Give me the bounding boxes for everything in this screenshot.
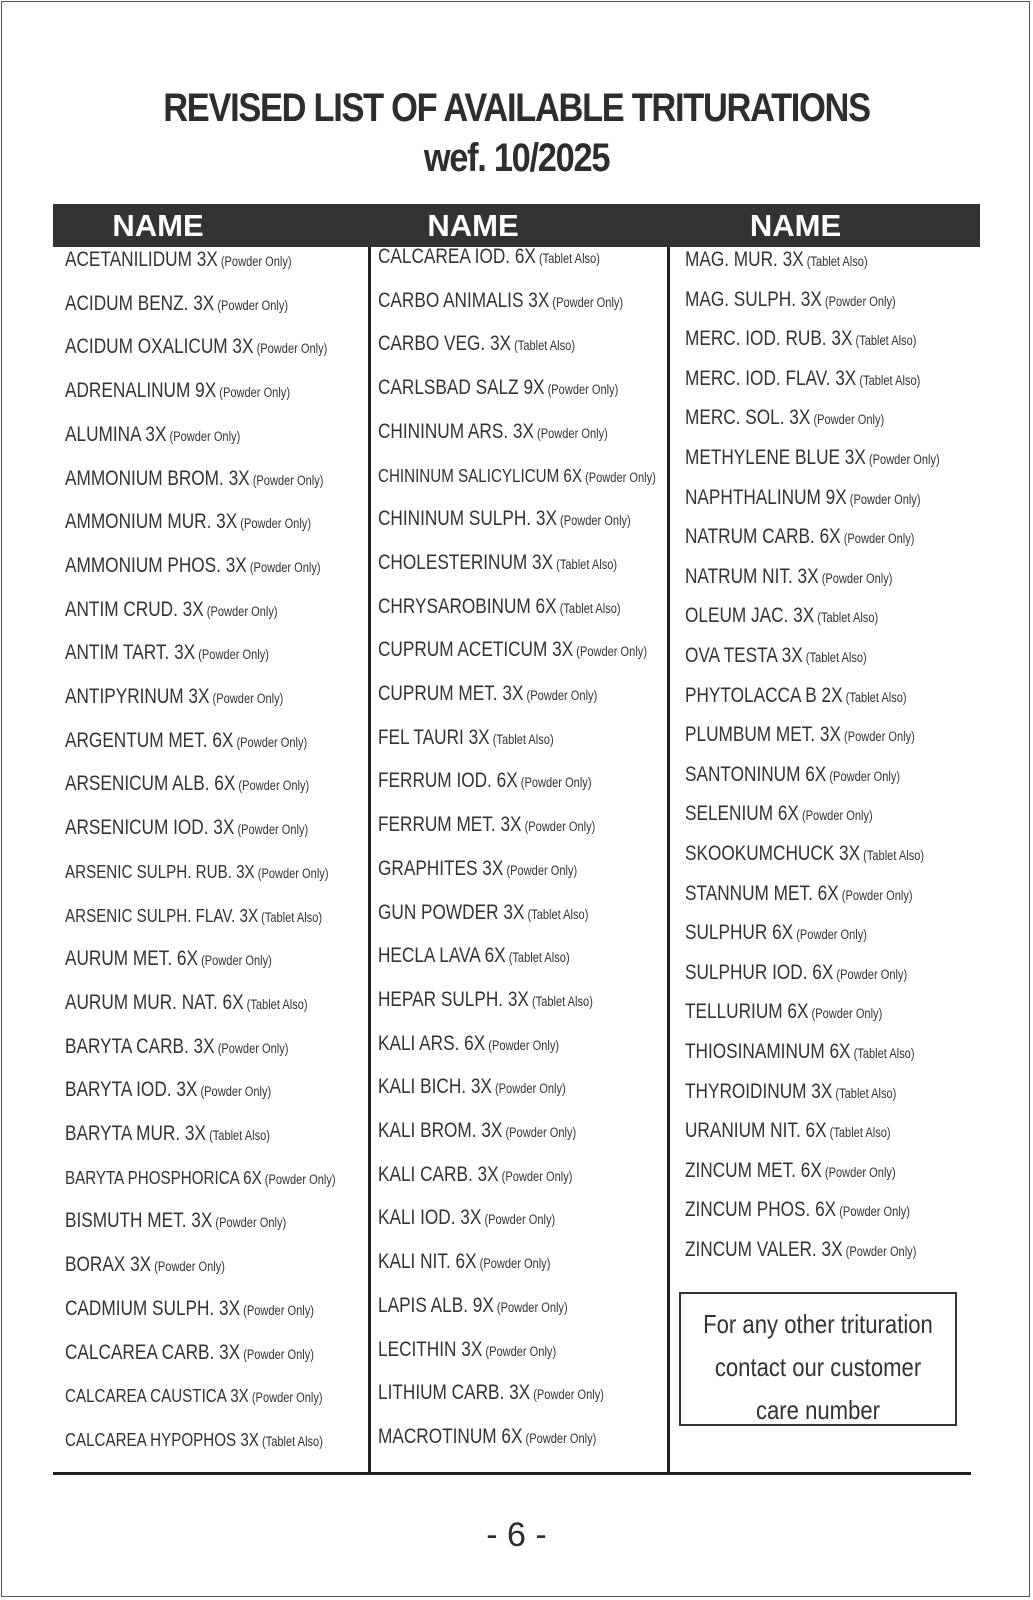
item-name: MAG. SULPH. 3X <box>685 287 822 311</box>
item-note: (Tablet Also) <box>505 950 570 966</box>
item-name: CHOLESTERINUM 3X <box>378 550 554 574</box>
item-note: (Powder Only) <box>195 647 269 663</box>
item-name: BORAX 3X <box>65 1253 152 1277</box>
item-name: CALCAREA IOD. 6X <box>378 245 536 268</box>
item-name: BARYTA CARB. 3X <box>65 1034 215 1058</box>
item-name: ARGENTUM MET. 6X <box>65 728 234 752</box>
list-item <box>685 997 882 1027</box>
list-item <box>378 548 617 578</box>
list-item <box>685 879 913 909</box>
item-name: SKOOKUMCHUCK 3X <box>685 842 861 865</box>
item-note: (Tablet Also) <box>258 1433 323 1449</box>
list-item <box>685 601 878 631</box>
list-item <box>685 1156 896 1186</box>
item-name: OVA TESTA 3X <box>685 644 803 667</box>
list-item <box>685 918 867 948</box>
item-name: TELLURIUM 6X <box>685 1000 809 1024</box>
item-name: CALCAREA CARB. 3X <box>65 1340 241 1364</box>
item-name: CUPRUM ACETICUM 3X <box>378 638 574 662</box>
item-note: (Powder Only) <box>233 734 308 750</box>
item-note: (Powder Only) <box>248 1390 323 1406</box>
item-name: CALCAREA HYPOPHOS 3X <box>65 1428 259 1450</box>
item-note: (Powder Only) <box>842 1244 917 1259</box>
item-name: NATRUM CARB. 6X <box>685 525 841 549</box>
item-note: (Powder Only) <box>240 1346 314 1362</box>
column-header-1: NAME <box>112 208 204 243</box>
list-item <box>65 464 323 494</box>
list-item <box>685 1037 915 1067</box>
list-item <box>378 417 608 447</box>
item-note: (Powder Only) <box>197 953 272 969</box>
list-item <box>65 1338 314 1368</box>
item-note: (Powder Only) <box>216 385 291 401</box>
list-item <box>685 1235 916 1265</box>
list-item <box>378 1378 604 1408</box>
item-note: (Tablet Also) <box>489 731 554 747</box>
item-note: (Powder Only) <box>836 1204 911 1220</box>
item-name: PLUMBUM MET. 3X <box>685 723 841 747</box>
item-name: ACIDUM OXALICUM 3X <box>65 335 254 359</box>
contact-line-2: contact our customer <box>714 1352 922 1382</box>
item-name: CARBO ANIMALIS 3X <box>378 288 550 312</box>
list-item <box>65 289 288 319</box>
item-name: SELENIUM 6X <box>685 802 799 826</box>
item-name: CHININUM SALICYLICUM 6X <box>378 464 582 486</box>
item-note: (Tablet Also) <box>856 372 921 388</box>
item-note: (Tablet Also) <box>511 338 576 354</box>
item-note: (Powder Only) <box>533 425 608 441</box>
list-item <box>378 1247 550 1277</box>
item-note: (Powder Only) <box>840 729 915 745</box>
item-name: MAG. MUR. 3X <box>685 248 804 271</box>
item-name: SANTONINUM 6X <box>685 762 827 786</box>
list-item <box>378 242 600 272</box>
list-item <box>65 1163 336 1193</box>
item-note: (Powder Only) <box>235 778 310 794</box>
list-item <box>378 810 595 840</box>
item-name: FERRUM MET. 3X <box>378 813 522 837</box>
item-note: (Powder Only) <box>581 469 656 485</box>
item-name: SULPHUR IOD. 6X <box>685 960 834 984</box>
page-subtitle: wef. 10/2025 <box>423 136 610 180</box>
item-name: ALUMINA 3X <box>65 422 167 446</box>
column-divider-2 <box>667 247 670 1474</box>
list-item <box>378 286 623 316</box>
item-note: (Powder Only) <box>833 966 908 982</box>
item-note: (Powder Only) <box>808 1006 883 1022</box>
list-item <box>378 941 570 971</box>
item-name: MACROTINUM 6X <box>378 1424 523 1448</box>
list-item <box>378 679 597 709</box>
item-note: (Tablet Also) <box>553 556 618 572</box>
item-note: (Tablet Also) <box>860 848 925 863</box>
item-name: THYROIDINUM 3X <box>685 1079 833 1103</box>
list-item <box>65 944 272 974</box>
list-item <box>65 551 321 581</box>
item-name: MERC. IOD. RUB. 3X <box>685 327 853 351</box>
column-divider-1 <box>368 247 371 1474</box>
item-note: (Tablet Also) <box>842 689 907 705</box>
item-note: (Powder Only) <box>503 862 578 878</box>
list-item <box>685 681 907 711</box>
list-item <box>378 985 593 1015</box>
item-note: (Tablet Also) <box>832 1085 897 1101</box>
item-name: FERRUM IOD. 6X <box>378 769 518 793</box>
item-name: FEL TAURI 3X <box>378 725 490 749</box>
item-name: CADMIUM SULPH. 3X <box>65 1296 241 1320</box>
list-item <box>685 245 868 275</box>
list-item <box>685 958 907 988</box>
list-item <box>378 723 554 753</box>
item-name: ADRENALINUM 9X <box>65 379 217 403</box>
list-item <box>685 799 873 829</box>
item-name: URANIUM NIT. 6X <box>685 1119 827 1143</box>
item-name: ANTIM CRUD. 3X <box>65 597 204 621</box>
item-note: (Powder Only) <box>261 1171 336 1187</box>
table-header <box>53 204 980 247</box>
list-item <box>378 898 588 928</box>
item-note: (Powder Only) <box>246 559 321 575</box>
list-item <box>65 507 311 537</box>
list-item <box>378 1072 566 1102</box>
item-note: (Powder Only) <box>214 297 289 313</box>
list-item <box>65 682 283 712</box>
item-note: (Powder Only) <box>203 603 278 619</box>
list-item <box>685 839 924 869</box>
item-note: (Tablet Also) <box>556 600 621 616</box>
list-item <box>378 592 621 622</box>
item-name: KALI CARB. 3X <box>378 1162 499 1186</box>
item-note: (Tablet Also) <box>803 254 868 269</box>
list-item <box>65 245 292 275</box>
item-note: (Powder Only) <box>498 1168 573 1184</box>
item-note: (Tablet Also) <box>814 610 879 626</box>
list-item <box>378 1160 572 1190</box>
item-name: METHYLENE BLUE 3X <box>685 446 866 469</box>
item-name: ZINCUM MET. 6X <box>685 1158 822 1182</box>
list-item <box>685 1195 910 1225</box>
list-item <box>378 1029 559 1059</box>
list-item <box>65 1032 288 1062</box>
list-item <box>65 1206 286 1236</box>
item-note: (Powder Only) <box>522 1430 597 1446</box>
table-bottom-rule <box>53 1472 971 1475</box>
item-name: MERC. SOL. 3X <box>685 406 811 430</box>
item-name: LECITHIN 3X <box>378 1337 483 1361</box>
item-name: KALI BICH. 3X <box>378 1075 492 1099</box>
item-note: (Powder Only) <box>166 428 241 444</box>
item-name: NAPHTHALINUM 9X <box>685 485 847 509</box>
item-note: (Powder Only) <box>810 412 885 428</box>
contact-line-1: For any other trituration <box>703 1309 933 1339</box>
page-title: REVISED LIST OF AVAILABLE TRITURATIONS <box>163 86 870 130</box>
list-item <box>378 1291 568 1321</box>
item-note: (Tablet Also) <box>826 1125 891 1141</box>
item-name: OLEUM JAC. 3X <box>685 604 815 628</box>
list-item <box>65 1425 323 1455</box>
list-item <box>65 857 329 887</box>
list-item <box>685 1077 896 1107</box>
column-header-2: NAME <box>427 208 519 243</box>
item-note: (Powder Only) <box>840 531 915 547</box>
list-item <box>65 726 307 756</box>
item-note: (Powder Only) <box>197 1084 272 1100</box>
item-note: (Tablet Also) <box>852 333 917 349</box>
list-item <box>378 635 647 665</box>
list-item <box>65 901 322 931</box>
item-name: BARYTA PHOSPHORICA 6X <box>65 1166 262 1188</box>
item-note: (Powder Only) <box>826 768 901 784</box>
item-note: (Tablet Also) <box>802 650 867 665</box>
list-item <box>685 483 921 513</box>
item-note: (Powder Only) <box>556 513 631 529</box>
item-name: HECLA LAVA 6X <box>378 944 506 968</box>
item-name: AMMONIUM PHOS. 3X <box>65 553 247 577</box>
item-name: ANTIM TART. 3X <box>65 641 196 665</box>
item-name: ACIDUM BENZ. 3X <box>65 291 215 315</box>
item-note: (Powder Only) <box>476 1256 551 1272</box>
item-name: KALI IOD. 3X <box>378 1206 482 1230</box>
item-note: (Tablet Also) <box>205 1128 270 1143</box>
item-name: ARSENICUM IOD. 3X <box>65 816 235 840</box>
list-item <box>685 285 896 315</box>
item-name: BISMUTH MET. 3X <box>65 1209 213 1233</box>
item-note: (Powder Only) <box>530 1387 604 1403</box>
item-name: ACETANILIDUM 3X <box>65 248 218 271</box>
list-item <box>65 769 309 799</box>
list-item <box>685 403 884 433</box>
item-note: (Tablet Also) <box>524 906 589 922</box>
list-item <box>685 522 914 552</box>
list-item <box>378 1422 596 1452</box>
item-note: (Powder Only) <box>482 1343 557 1359</box>
item-note: (Tablet Also) <box>850 1046 915 1061</box>
list-item <box>65 1119 270 1149</box>
list-item <box>65 1381 323 1411</box>
item-name: NATRUM NIT. 3X <box>685 564 819 588</box>
item-name: KALI ARS. 6X <box>378 1031 486 1055</box>
item-note: (Powder Only) <box>793 927 867 943</box>
list-item <box>685 641 867 671</box>
item-name: CHRYSAROBINUM 6X <box>378 594 557 618</box>
item-note: (Powder Only) <box>253 341 328 357</box>
item-name: AURUM MUR. NAT. 6X <box>65 990 244 1014</box>
list-item <box>378 1203 555 1233</box>
item-name: BARYTA MUR. 3X <box>65 1122 206 1145</box>
item-note: (Powder Only) <box>234 822 309 838</box>
list-item <box>685 720 915 750</box>
list-item <box>65 332 327 362</box>
item-note: (Powder Only) <box>237 516 312 532</box>
item-note: (Powder Only) <box>838 887 913 903</box>
list-item <box>65 376 290 406</box>
item-name: CHININUM ARS. 3X <box>378 419 534 443</box>
item-note: (Powder Only) <box>517 775 592 791</box>
item-note: (Powder Only) <box>212 1215 287 1231</box>
list-item <box>378 504 631 534</box>
item-note: (Powder Only) <box>491 1081 566 1097</box>
item-note: (Powder Only) <box>502 1125 577 1140</box>
item-note: (Powder Only) <box>573 644 648 660</box>
list-item <box>378 1116 576 1146</box>
item-name: GRAPHITES 3X <box>378 856 504 880</box>
item-name: ZINCUM VALER. 3X <box>685 1238 843 1261</box>
item-name: MERC. IOD. FLAV. 3X <box>685 366 857 390</box>
item-name: CALCAREA CAUSTICA 3X <box>65 1385 249 1407</box>
item-name: KALI NIT. 6X <box>378 1250 477 1274</box>
item-note: (Powder Only) <box>249 472 324 488</box>
item-note: (Tablet Also) <box>258 909 323 925</box>
list-item <box>685 562 892 592</box>
list-item <box>65 638 269 668</box>
list-item <box>378 373 618 403</box>
item-name: PHYTOLACCA B 2X <box>685 683 843 707</box>
item-note: (Powder Only) <box>240 1302 314 1318</box>
list-item <box>65 813 308 843</box>
page-number: - 6 - <box>486 1516 547 1554</box>
list-item <box>685 364 920 394</box>
item-name: AMMONIUM MUR. 3X <box>65 510 238 534</box>
item-name: ANTIPYRINUM 3X <box>65 685 210 708</box>
item-note: (Tablet Also) <box>535 251 600 266</box>
contact-box <box>679 1292 957 1426</box>
item-note: (Powder Only) <box>521 819 596 835</box>
contact-line-3: care number <box>755 1395 881 1425</box>
item-name: LAPIS ALB. 9X <box>378 1293 494 1317</box>
item-name: BARYTA IOD. 3X <box>65 1078 198 1102</box>
list-item <box>378 329 575 359</box>
item-name: CUPRUM MET. 3X <box>378 682 524 705</box>
list-item <box>378 461 656 491</box>
item-note: (Powder Only) <box>209 691 284 706</box>
list-item <box>685 760 900 790</box>
item-note: (Powder Only) <box>821 293 896 309</box>
item-note: (Powder Only) <box>481 1212 556 1228</box>
item-name: SULPHUR 6X <box>685 921 794 945</box>
list-item <box>685 1116 891 1146</box>
item-name: STANNUM MET. 6X <box>685 881 839 905</box>
item-note: (Powder Only) <box>254 865 329 881</box>
list-item <box>65 1075 271 1105</box>
item-note: (Powder Only) <box>846 491 921 507</box>
list-item <box>378 1335 556 1365</box>
item-name: ARSENIC SULPH. RUB. 3X <box>65 860 255 882</box>
list-item <box>378 766 592 796</box>
list-item <box>65 420 240 450</box>
item-name: AURUM MET. 6X <box>65 947 198 971</box>
item-name: LITHIUM CARB. 3X <box>378 1381 531 1405</box>
list-item <box>685 443 940 473</box>
item-name: CHININUM SULPH. 3X <box>378 507 557 531</box>
item-note: (Powder Only) <box>493 1299 568 1315</box>
item-note: (Powder Only) <box>549 294 624 310</box>
item-name: KALI BROM. 3X <box>378 1119 503 1142</box>
list-item <box>378 854 577 884</box>
list-item <box>65 988 308 1018</box>
item-name: CARBO VEG. 3X <box>378 332 512 356</box>
item-note: (Tablet Also) <box>243 996 308 1012</box>
item-name: GUN POWDER 3X <box>378 900 525 924</box>
item-name: ZINCUM PHOS. 6X <box>685 1198 837 1222</box>
item-note: (Tablet Also) <box>528 993 593 1009</box>
list-item <box>65 1294 314 1324</box>
item-note: (Powder Only) <box>818 570 893 586</box>
item-note: (Powder Only) <box>485 1037 560 1053</box>
item-note: (Powder Only) <box>798 808 873 824</box>
item-note: (Powder Only) <box>217 254 292 269</box>
item-note: (Powder Only) <box>151 1259 225 1275</box>
list-item <box>65 595 278 625</box>
item-name: HEPAR SULPH. 3X <box>378 987 529 1011</box>
item-name: ARSENIC SULPH. FLAV. 3X <box>65 904 259 926</box>
list-item <box>685 324 916 354</box>
item-note: (Powder Only) <box>544 382 619 398</box>
item-name: CARLSBAD SALZ 9X <box>378 376 545 400</box>
item-name: THIOSINAMINUM 6X <box>685 1040 851 1063</box>
column-header-3: NAME <box>749 208 842 243</box>
item-note: (Powder Only) <box>214 1040 289 1056</box>
item-note: (Powder Only) <box>821 1164 896 1180</box>
item-name: AMMONIUM BROM. 3X <box>65 466 250 490</box>
list-item <box>65 1250 225 1280</box>
item-note: (Powder Only) <box>865 452 940 467</box>
item-name: ARSENICUM ALB. 6X <box>65 772 236 796</box>
item-note: (Powder Only) <box>523 688 598 703</box>
